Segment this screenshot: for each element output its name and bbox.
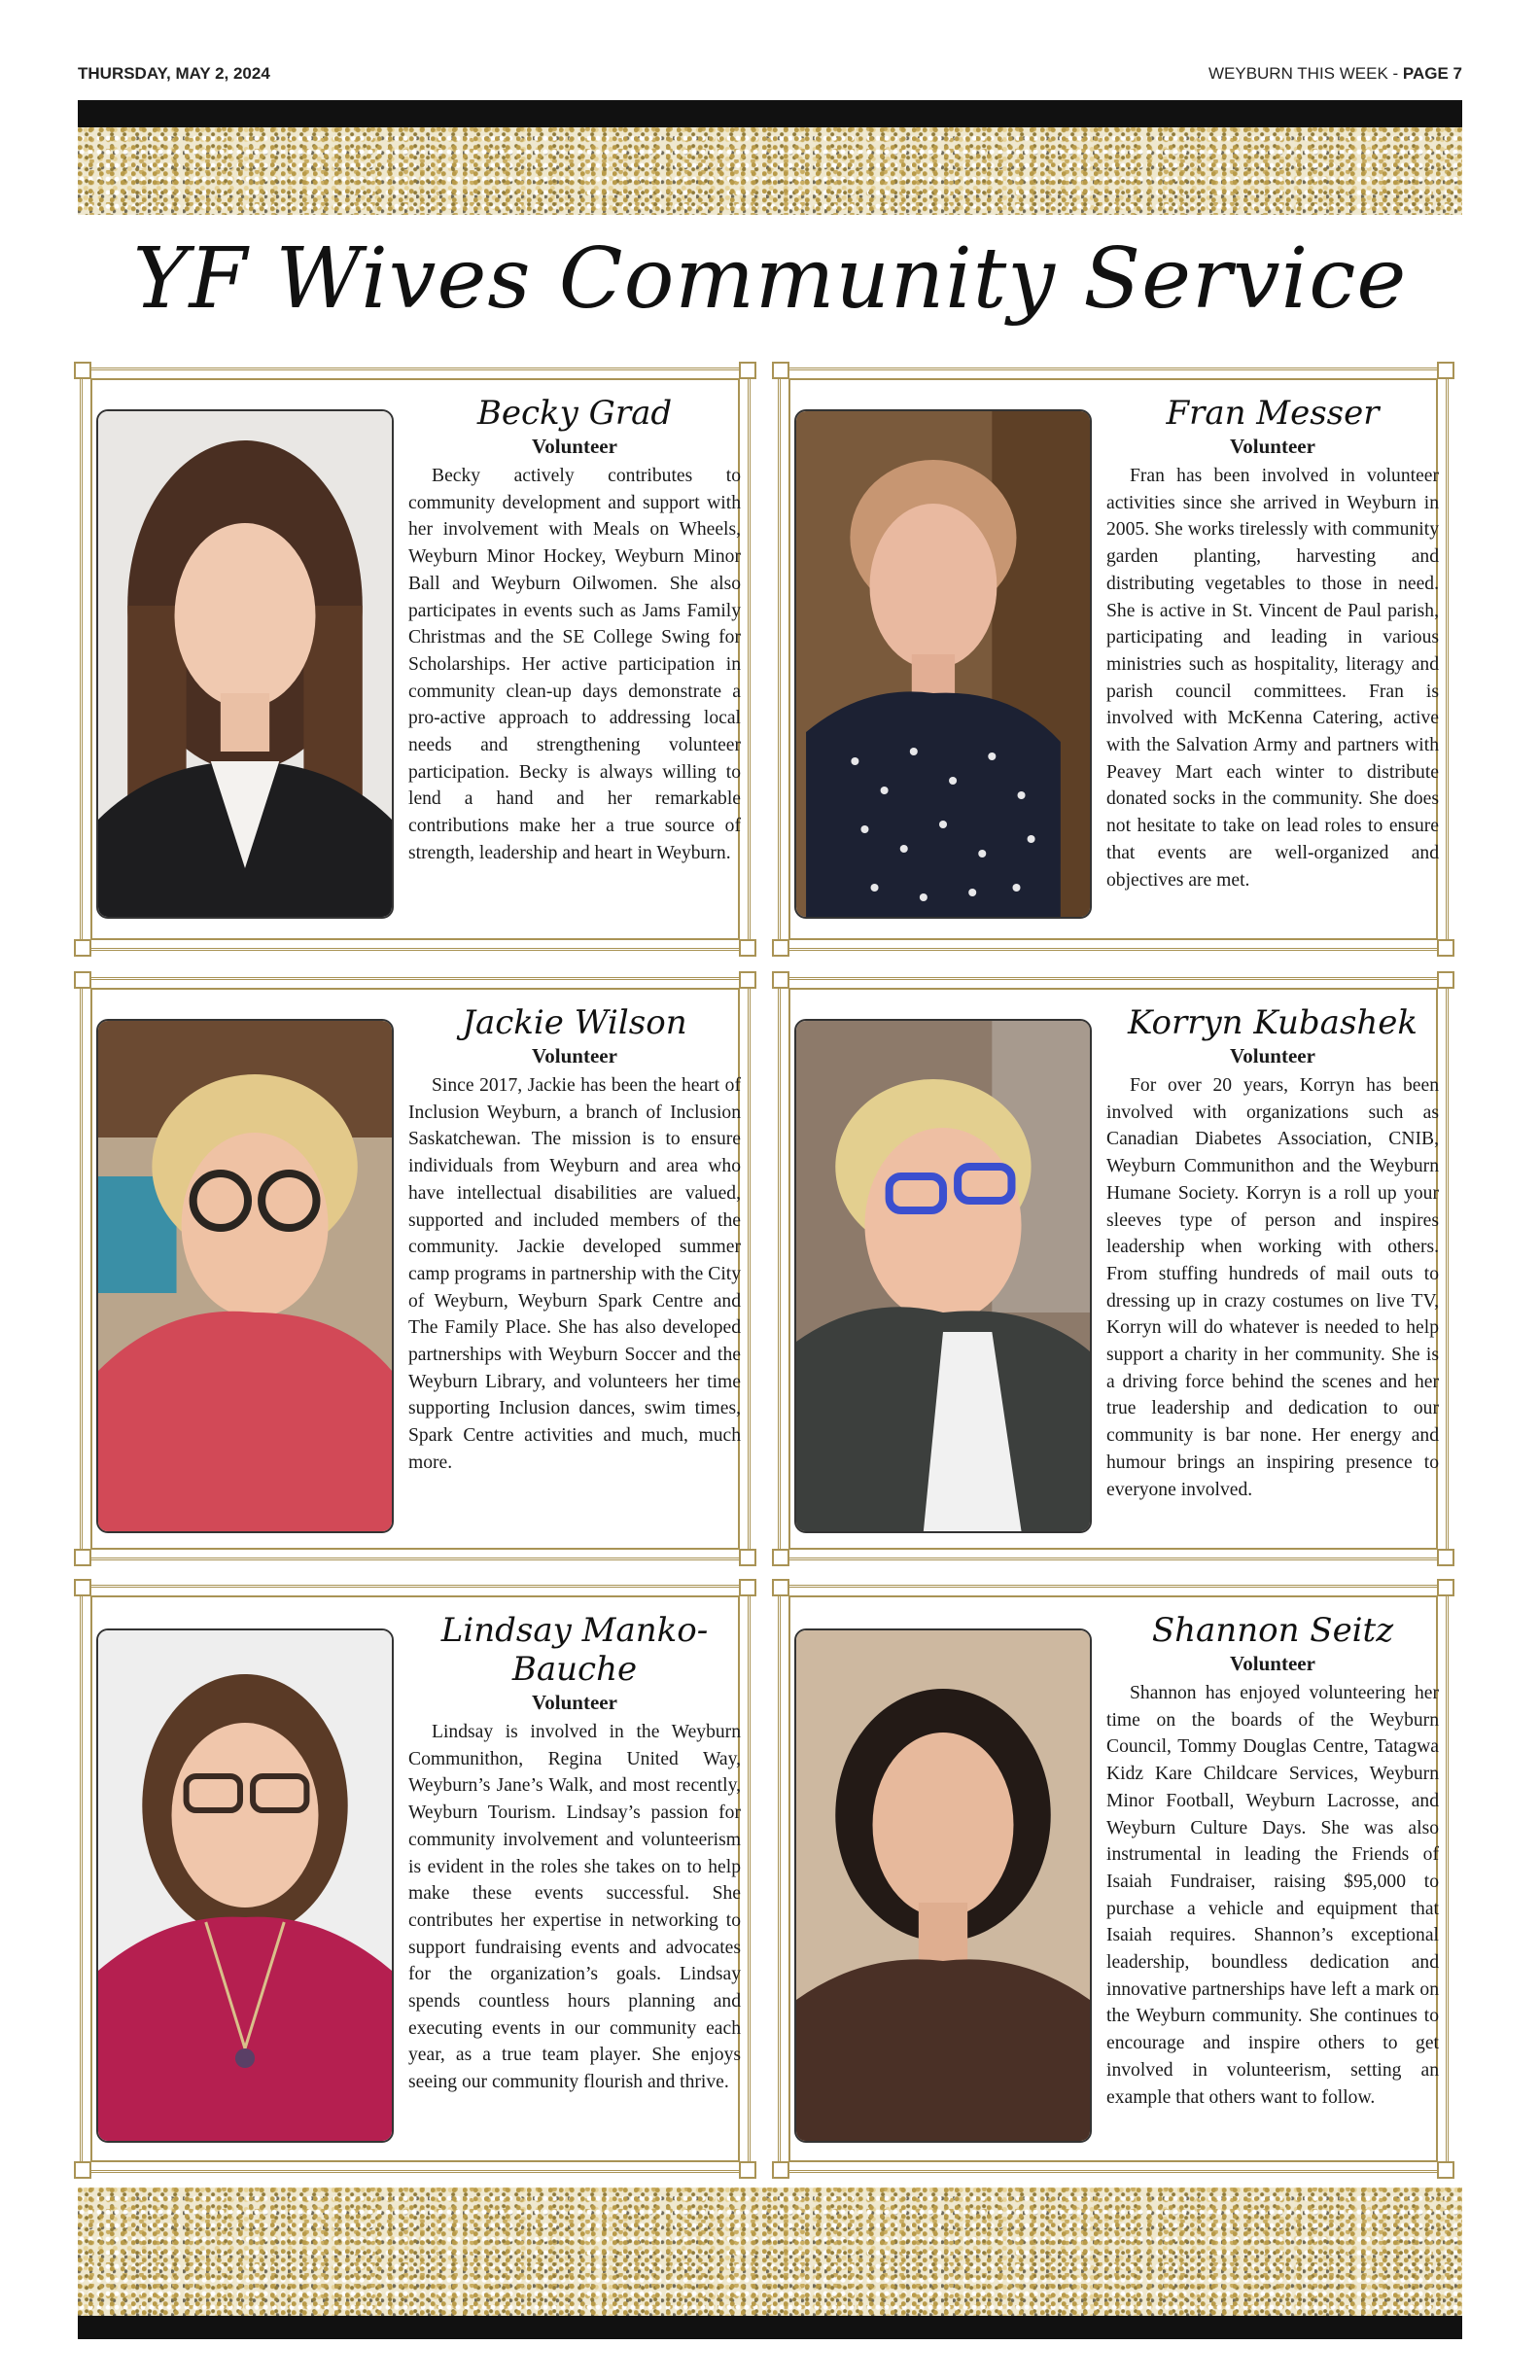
corner-ornament	[739, 971, 756, 989]
volunteer-card-lindsay	[80, 1585, 751, 2173]
page-number: PAGE 7	[1402, 64, 1462, 83]
bottom-glitter-banner	[78, 2188, 1462, 2316]
volunteer-bio: Fran has been involved in volunteer activities since she arrived in Weyburn in 2005. She works tirelessly with community garden planting, harvesting and distributing vegetables to those in need. She is active in St. Vincent de Paul parish, participating and leading in various ministries such as hospitality, literagy and parish council committees. Fran is involved with McKenna Catering, active with the Salvation Army and partners with Peavey Mart each winter to distribute donated socks in the community. She does not hesitate to take on lead roles to ensure that events are well-organized and objectives are met.	[1106, 466, 1439, 891]
issue-date: THURSDAY, MAY 2, 2024	[78, 64, 270, 83]
publication-info	[1208, 64, 1462, 84]
volunteer-name: Becky Grad	[476, 394, 673, 433]
volunteer-role: Volunteer	[532, 1691, 617, 1714]
volunteer-photo	[96, 1628, 394, 2143]
volunteer-name: Korryn Kubashek	[1127, 1003, 1418, 1042]
corner-ornament	[1437, 971, 1454, 989]
volunteer-card-jackie	[80, 977, 751, 1560]
corner-ornament	[1437, 362, 1454, 379]
corner-ornament	[772, 2161, 789, 2179]
corner-ornament	[772, 971, 789, 989]
volunteer-role: Volunteer	[1230, 1044, 1315, 1068]
volunteer-name: Shannon Seitz	[1151, 1611, 1394, 1650]
volunteer-photo	[794, 409, 1092, 919]
volunteer-bio: Since 2017, Jackie has been the heart of Inclusion Weyburn, a branch of Inclusion Saskatchewan. The mission is to ensure individuals from Weyburn and area who have intellectual disabilities are valued, supported and included members of the community. Jackie developed summer camp programs in partnership with the City of Weyburn, Weyburn Spark Centre and The Family Place. She has also developed partnerships with Weyburn Soccer and the Weyburn Library, and volunteers her time supporting Inclusion dances, swim times, Spark Centre activities and much, much more.	[408, 1075, 741, 1473]
volunteer-photo	[794, 1628, 1092, 2143]
volunteer-card-fran	[778, 368, 1449, 951]
corner-ornament	[772, 1579, 789, 1596]
volunteer-photo	[96, 409, 394, 919]
corner-ornament	[74, 1549, 91, 1566]
volunteer-name: Fran Messer	[1166, 394, 1380, 433]
volunteer-bio: For over 20 years, Korryn has been involved with organizations such as Canadian Diabetes Association, CNIB, Weyburn Communithon and the Weyburn Humane Society. Korryn is a roll up your sleeves type of person and inspires leadership when working with others. From stuffing hundreds of mail outs to dressing up in crazy costumes on live TV, Korryn will do whatever is needed to help support a charity in her community. She is a driving force behind the scenes and her true leadership and dedication to our community is bar none. Her energy and humour brings an inspiring presence to everyone involved.	[1106, 1075, 1439, 1500]
volunteer-text	[408, 1607, 741, 2096]
volunteer-role: Volunteer	[532, 1044, 617, 1068]
volunteer-role: Volunteer	[532, 435, 617, 458]
volunteer-card-shannon	[778, 1585, 1449, 2173]
volunteer-bio: Shannon has enjoyed volunteering her time on the boards of the Weyburn Council, Tommy Douglas Centre, Tatagwa Kidz Kare Childcare Services, Weyburn Minor Football, Weyburn Lacrosse, and Weyburn Culture Days. She was also instrumental in leading the Friends of Isaiah Fundraiser, raising $95,000 to purchase a vehicle and equipment that Isaiah requires. Shannon’s exceptional leadership, boundless dedication and innovative partnerships have left a mark on the Weyburn community. She continues to encourage and inspire others to get involved in volunteerism, setting an example that others want to follow.	[1106, 1683, 1439, 2108]
bottom-black-bar	[78, 2316, 1462, 2339]
corner-ornament	[739, 1579, 756, 1596]
volunteer-name: Jackie Wilson	[462, 1003, 687, 1042]
volunteer-bio: Becky actively contributes to community development and support with her involvement with Meals on Wheels, Weyburn Minor Hockey, Weyburn Minor Ball and Weyburn Oilwomen. She also participates in events such as Jams Family Christmas and the SE College Swing for Scholarships. Her active participation in community clean-up days demonstrate a pro-active approach to addressing local needs and strengthening volunteer participation. Becky is always willing to lend a hand and her remarkable contributions make her a true source of strength, leadership and heart in Weyburn.	[408, 466, 741, 863]
top-glitter-banner	[78, 127, 1462, 215]
corner-ornament	[1437, 1579, 1454, 1596]
volunteer-text	[408, 390, 741, 867]
corner-ornament	[739, 362, 756, 379]
volunteer-role: Volunteer	[1230, 1652, 1315, 1675]
corner-ornament	[74, 971, 91, 989]
corner-ornament	[74, 362, 91, 379]
volunteer-text	[1106, 1607, 1439, 2111]
corner-ornament	[739, 939, 756, 957]
volunteer-photo	[794, 1019, 1092, 1533]
corner-ornament	[739, 1549, 756, 1566]
volunteer-card-becky	[80, 368, 751, 951]
volunteer-name: Lindsay Manko-Bauche	[440, 1611, 709, 1689]
separator: -	[1387, 64, 1403, 83]
top-black-bar	[78, 100, 1462, 127]
corner-ornament	[74, 2161, 91, 2179]
volunteer-text	[408, 999, 741, 1477]
page-header	[78, 64, 1462, 84]
publication-name: WEYBURN THIS WEEK	[1208, 64, 1388, 83]
volunteer-text	[1106, 999, 1439, 1503]
volunteer-bio: Lindsay is involved in the Weyburn Communithon, Regina United Way, Weyburn’s Jane’s Walk, and most recently, Weyburn Tourism. Lindsay’s passion for community involvement and volunteerism is evident in the roles she takes on to help make these events successful. She contributes her expertise in networking to support fundraising events and advocates for the organization’s goals. Lindsay spends countless hours planning and executing events in our community each year, as a true team player. She enjoys seeing our community flourish and thrive.	[408, 1722, 741, 2093]
volunteer-card-korryn	[778, 977, 1449, 1560]
page-title: YF Wives Community Service	[132, 230, 1408, 328]
volunteer-photo	[96, 1019, 394, 1533]
volunteer-role: Volunteer	[1230, 435, 1315, 458]
volunteer-text	[1106, 390, 1439, 893]
corner-ornament	[1437, 2161, 1454, 2179]
corner-ornament	[772, 362, 789, 379]
corner-ornament	[74, 1579, 91, 1596]
corner-ornament	[772, 1549, 789, 1566]
corner-ornament	[739, 2161, 756, 2179]
corner-ornament	[1437, 939, 1454, 957]
corner-ornament	[74, 939, 91, 957]
corner-ornament	[1437, 1549, 1454, 1566]
corner-ornament	[772, 939, 789, 957]
